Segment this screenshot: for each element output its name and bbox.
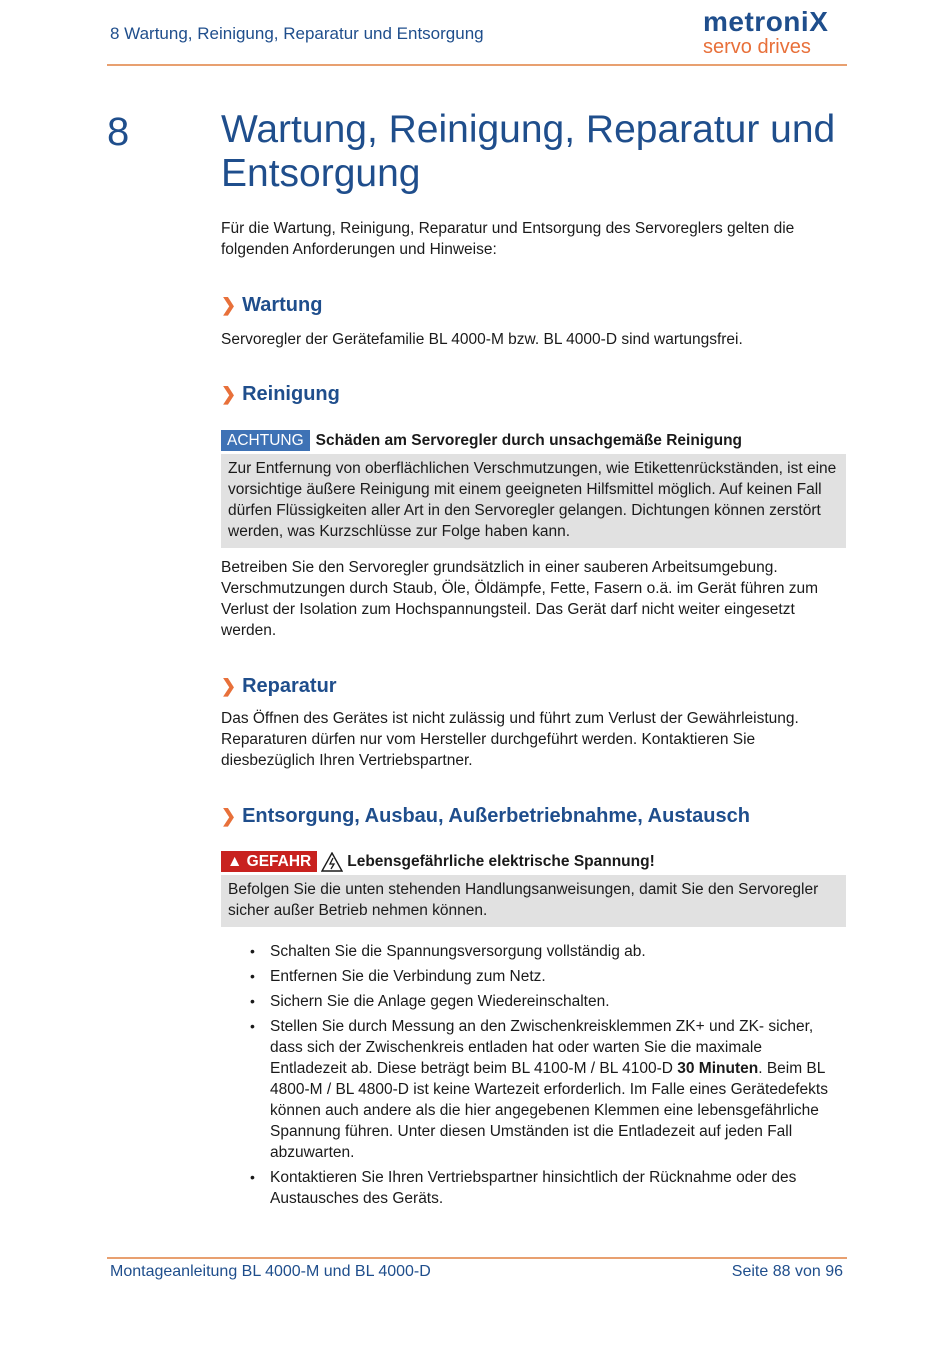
section-heading-reparatur: ❯ Reparatur xyxy=(221,675,337,697)
list-item: • Kontaktieren Sie Ihren Vertriebspartner hinsichtlich der Rücknahme oder des Austausches des Geräts. xyxy=(250,1167,835,1209)
section-heading-wartung: ❯ Wartung xyxy=(221,294,323,316)
notice-title: Schäden am Servoregler durch unsachgemäße Reinigung xyxy=(315,431,743,449)
notice-header-gefahr xyxy=(221,851,655,872)
emphasis-wait-time: 30 Minuten xyxy=(677,1060,759,1077)
achtung-badge: ACHTUNG xyxy=(221,430,310,451)
instruction-list xyxy=(250,941,835,1213)
logo-x-mark: X xyxy=(809,6,829,37)
list-item: • Sichern Sie die Anlage gegen Wiedereinschalten. xyxy=(250,991,835,1012)
chapter-intro: Für die Wartung, Reinigung, Reparatur und Entsorgung des Servoreglers gelten die folgenden Anforderungen und Hinweise: xyxy=(221,220,795,258)
chapter-number: 8 xyxy=(107,110,130,154)
chevron-right-icon: ❯ xyxy=(221,676,237,696)
list-item: • Schalten Sie die Spannungsversorgung vollständig ab. xyxy=(250,941,835,962)
chapter-title: Wartung, Reinigung, Reparatur und Entsorgung xyxy=(221,108,836,195)
notice-title: Lebensgefährliche elektrische Spannung! xyxy=(347,852,655,870)
section-heading-reinigung: ❯ Reinigung xyxy=(221,383,340,405)
chevron-right-icon: ❯ xyxy=(221,806,237,826)
notice-header-achtung xyxy=(221,430,742,451)
list-item: • Entfernen Sie die Verbindung zum Netz. xyxy=(250,966,835,987)
logo-wordmark: metroni xyxy=(703,6,810,37)
header-divider xyxy=(107,64,847,66)
notice-box-achtung: Zur Entfernung von oberflächlichen Verschmutzungen, wie Etikettenrückständen, ist eine vorsichtige äußere Reinigung mit einem geeigneten Hilfsmittel möglich. Auf keinen Fall dürfen Flüssigkeiten aller Art in den Servoregler gelangen. Dichtungen können zerstört werden, was Kurzschlüsse zur Folge haben kann. xyxy=(221,454,846,548)
notice-box-gefahr: Befolgen Sie die unten stehenden Handlungsanweisungen, damit Sie den Servoregler sicher außer Betrieb nehmen können. xyxy=(221,875,846,927)
reparatur-text: Das Öffnen des Gerätes ist nicht zulässig und führt zum Verlust der Gewährleistung. Reparaturen dürfen nur vom Hersteller durchgeführt werden. Kontaktieren Sie diesbezüglich Ihren Vertriebspartner. xyxy=(221,710,799,769)
gefahr-badge: ▲ GEFAHR xyxy=(221,851,317,872)
metronix-logo xyxy=(700,6,850,58)
list-item: • Stellen Sie durch Messung an den Zwischenkreisklemmen ZK+ und ZK- sicher, dass sich der Zwischenkreis entladen hat oder warten Sie die maximale Entladezeit ab. Diese beträgt beim BL 4100-M / BL 4100-D 30 Minuten. Beim BL 4800-M / BL 4800-D ist keine Wartezeit erforderlich. Im Falle eines Gerätedefekts können auch andere als die hier angegebenen Klemmen eine lebensgefährliche Spannung führen. Unter diesen Umständen ist die Entladezeit auf jeden Fall abzuwarten. xyxy=(250,1016,835,1163)
logo-tagline: servo drives xyxy=(703,36,811,58)
section-heading-entsorgung: ❯ Entsorgung, Ausbau, Außerbetriebnahme, Austausch xyxy=(221,805,750,827)
footer-divider xyxy=(107,1257,847,1259)
reinigung-text: Betreiben Sie den Servoregler grundsätzlich in einer sauberen Arbeitsumgebung. Verschmutzungen durch Staub, Öle, Öldämpfe, Fette, Fasern o.ä. im Gerät führen zum Verlust der Isolation zum Hochspannungsteil. Das Gerät darf nicht weiter eingesetzt werden. xyxy=(221,559,819,639)
chevron-right-icon: ❯ xyxy=(221,384,237,404)
running-header-title: 8 Wartung, Reinigung, Reparatur und Entsorgung xyxy=(110,24,484,43)
chevron-right-icon: ❯ xyxy=(221,295,237,315)
wartung-text: Servoregler der Gerätefamilie BL 4000-M bzw. BL 4000-D sind wartungsfrei. xyxy=(221,331,743,348)
high-voltage-warning-icon xyxy=(321,852,343,872)
footer-document-title: Montageanleitung BL 4000-M und BL 4000-D xyxy=(110,1263,431,1280)
footer-page-number: Seite 88 von 96 xyxy=(731,1263,843,1280)
